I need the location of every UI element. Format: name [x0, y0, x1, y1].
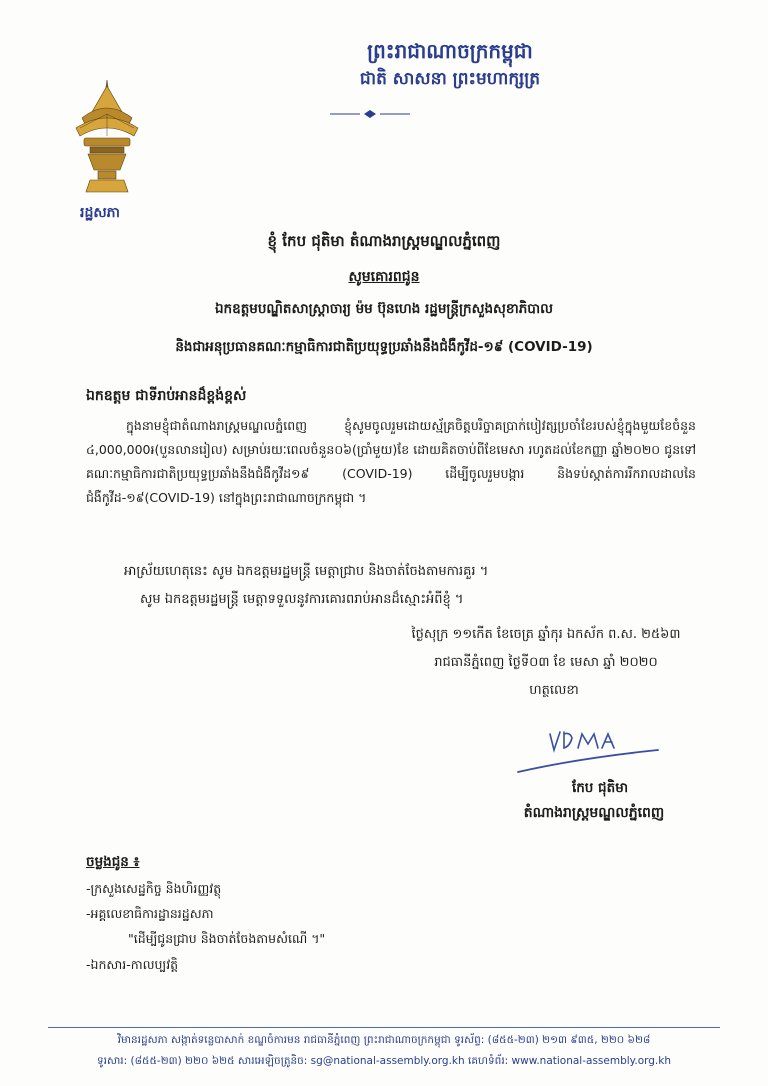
national-assembly-emblem-icon	[70, 78, 144, 198]
footer-divider	[48, 1027, 720, 1028]
signature-label: ហត្ថលេខា	[529, 683, 579, 698]
kingdom-heading: ព្រះរាជាណាចក្រកម្ពុជា	[367, 39, 533, 63]
handwritten-signature-icon	[510, 722, 660, 782]
recipient-line-1: ឯកឧត្តមបណ្ឌិតសាស្ត្រាចារ្យ ម៉ម ប៊ុនហេង រដ្ឋមន្ត្រីក្រសួងសុខាភិបាល	[214, 301, 554, 317]
cc-item: -ក្រសួងសេដ្ឋកិច្ច និងហិរញ្ញវត្ថុ	[86, 881, 222, 896]
sender-line: ខ្ញុំ កែប ជុតិមា តំណាងរាស្ត្រមណ្ឌលភ្នំពេញ	[267, 232, 501, 250]
place-and-date: រាជធានីភ្នំពេញ ថ្ងៃទី០៣ ខែ មេសា ឆ្នាំ ២០២០	[434, 655, 658, 670]
footer-contact: ទូរសារ: (៨៥៥-២៣) ២២០ ៦២៥ សារអេឡិចត្រូនិច: sg@national-assembly.org.kh គេហទំព័រ: www.national-assembly.org.kh	[96, 1055, 672, 1067]
recipient-line-2: និងជាអនុប្រធានគណៈកម្មាធិការជាតិប្រយុទ្ធប្រឆាំងនឹងជំងឺកូវីដ-១៩ (COVID-19)	[175, 339, 593, 355]
request-line-2: សូម ឯកឧត្តមរដ្ឋមន្ត្រី មេត្តាទទួលនូវការគោរពរាប់អានដ៏ស្មោះអំពីខ្ញុំ ។	[140, 592, 464, 607]
respectfully-to: សូមគោរពជូន	[348, 269, 420, 285]
institution-name: រដ្ឋសភា	[80, 205, 120, 221]
cc-note: "ដើម្បីជូនជ្រាប និងចាត់ចែងតាមសំណើ ។"	[128, 931, 326, 946]
national-motto: ជាតិ សាសនា ព្រះមហាក្សត្រ	[359, 69, 541, 89]
lunar-date: ថ្ងៃសុក្រ ១១កើត ខែចេត្រ ឆ្នាំកុរ ឯកស័ក ព.ស. ២៥៦៣	[411, 627, 681, 642]
salutation: ឯកឧត្តម ជាទីរាប់អានដ៏ខ្ពង់ខ្ពស់	[86, 388, 247, 404]
divider-ornament-icon	[330, 108, 410, 120]
footer-address: វិមានរដ្ឋសភា សង្កាត់ទន្លេបាសាក់ ខណ្ឌចំការមន រាជធានីភ្នំពេញ ព្រះរាជាណាចក្រកម្ពុជា ទូរស័ព្ទ: (៨៥៥-២៣) ២១៣ ៩៣៥, ២២០ ៦២៨	[117, 1034, 651, 1046]
request-line-1: អាស្រ័យហេតុនេះ សូម ឯកឧត្តមរដ្ឋមន្ត្រី មេត្តាជ្រាប និងចាត់ចែងតាមការគួរ ។	[124, 564, 489, 579]
body-paragraph: ក្នុងនាមខ្ញុំជាតំណាងរាស្ត្រមណ្ឌលភ្នំពេញ ខ្ញុំសូមចូលរួមដោយស្ម័គ្រចិត្តបរិច្ចាគប្រាក់បៀវត្សប្រចាំខែរបស់ខ្ញុំក្នុងមួយខែចំនួន ៤,000,000៛(បួនលានរៀល) សម្រាប់រយៈពេលចំនួន០៦(ប្រាំមួយ)ខែ ដោយគិតចាប់ពីខែមេសា រហូតដល់ខែកញ្ញា ឆ្នាំ២០២០ ជូនទៅគណៈកម្មាធិការជាតិប្រយុទ្ធប្រឆាំងនឹងជំងឺកូវីដ១៩ (COVID-19) ដើម្បីចូលរួមបង្ការ និងទប់ស្កាត់ការរីករាលដាលនៃជំងឺកូវីដ-១៩(COVID-19) នៅក្នុងព្រះរាជាណាចក្រកម្ពុជា ។	[86, 418, 696, 505]
cc-item: -អគ្គលេខាធិការដ្ឋានរដ្ឋសភា	[86, 906, 214, 921]
cc-heading: ចម្លងជូន ៖	[86, 854, 140, 870]
cc-item: -ឯកសារ-កាលប្បវត្តិ	[86, 957, 179, 972]
signer-title: តំណាងរាស្ត្រមណ្ឌលភ្នំពេញ	[523, 805, 665, 821]
signer-name: កែប ជុតិមា	[571, 780, 629, 796]
